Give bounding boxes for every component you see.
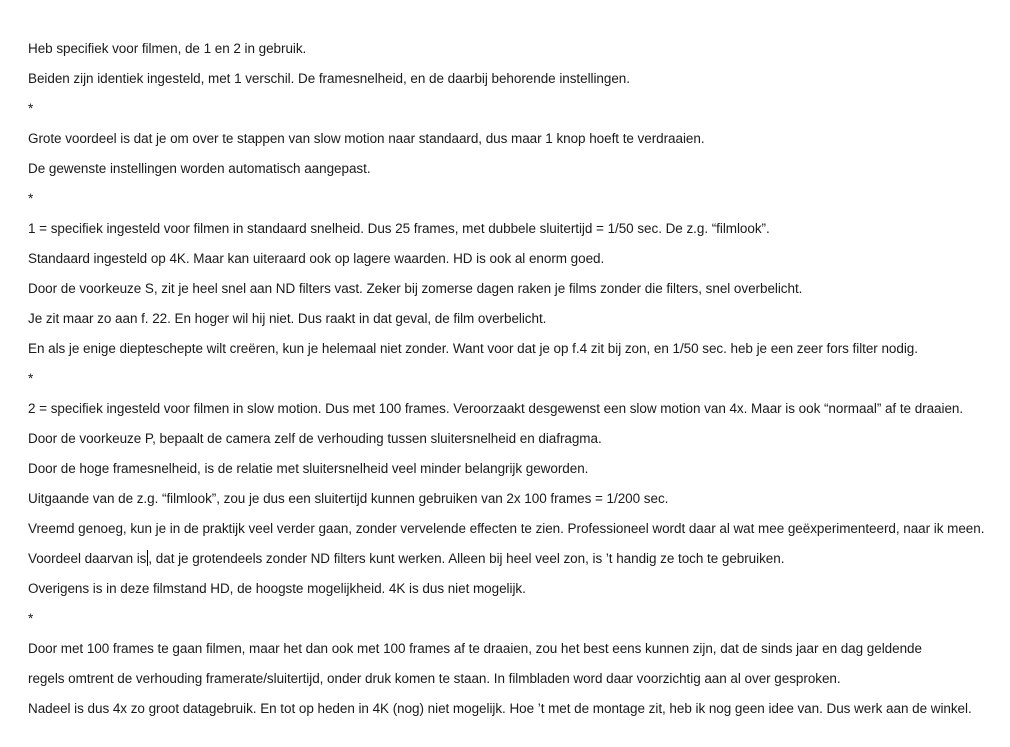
- paragraph-text-before-caret: Voordeel daarvan is: [28, 551, 147, 566]
- paragraph[interactable]: Standaard ingesteld op 4K. Maar kan uiteraard ook op lagere waarden. HD is ook al enorm goed.: [28, 251, 605, 266]
- paragraph[interactable]: De gewenste instellingen worden automatisch aangepast.: [28, 161, 371, 176]
- paragraph[interactable]: Door de voorkeuze S, zit je heel snel aan ND filters vast. Zeker bij zomerse dagen raken je films zonder die filters, snel overbelicht.: [28, 281, 803, 296]
- document-body[interactable]: [28, 40, 1003, 730]
- paragraph[interactable]: Heb specifiek voor filmen, de 1 en 2 in gebruik.: [28, 41, 307, 56]
- paragraph[interactable]: Nadeel is dus 4x zo groot datagebruik. En tot op heden in 4K (nog) niet mogelijk. Hoe ’t met de montage zit, heb ik nog geen idee van. Dus werk aan de winkel.: [28, 701, 972, 716]
- paragraph[interactable]: Door de hoge framesnelheid, is de relatie met sluitersnelheid veel minder belangrijk geworden.: [28, 461, 589, 476]
- paragraph[interactable]: Overigens is in deze filmstand HD, de hoogste mogelijkheid. 4K is dus niet mogelijk.: [28, 581, 526, 596]
- paragraph[interactable]: regels omtrent de verhouding framerate/sluitertijd, onder druk komen te staan. In filmbladen word daar voorzichtig aan al over gesproken.: [28, 671, 841, 686]
- paragraph[interactable]: Beiden zijn identiek ingesteld, met 1 verschil. De framesnelheid, en de daarbij behorende instellingen.: [28, 71, 630, 86]
- separator-asterisk[interactable]: *: [28, 191, 34, 206]
- paragraph[interactable]: Uitgaande van de z.g. “filmlook”, zou je dus een sluitertijd kunnen gebruiken van 2x 100 frames = 1/200 sec.: [28, 491, 669, 506]
- paragraph[interactable]: Door met 100 frames te gaan filmen, maar het dan ook met 100 frames af te draaien, zou het best eens kunnen zijn, dat de sinds jaar en dag geldende: [28, 641, 922, 656]
- paragraph-with-caret[interactable]: [28, 550, 1003, 580]
- paragraph[interactable]: Grote voordeel is dat je om over te stappen van slow motion naar standaard, dus maar 1 knop hoeft te verdraaien.: [28, 131, 705, 146]
- paragraph[interactable]: Door de voorkeuze P, bepaalt de camera zelf de verhouding tussen sluitersnelheid en diafragma.: [28, 431, 602, 446]
- separator-asterisk[interactable]: *: [28, 101, 34, 116]
- separator-asterisk[interactable]: *: [28, 371, 34, 386]
- paragraph[interactable]: Vreemd genoeg, kun je in de praktijk veel verder gaan, zonder vervelende effecten te zien. Professioneel wordt daar al wat mee geëxperimenteerd, naar ik meen.: [28, 521, 985, 536]
- paragraph[interactable]: 1 = specifiek ingesteld voor filmen in standaard snelheid. Dus 25 frames, met dubbele sluitertijd = 1/50 sec. De z.g. “filmlook”.: [28, 221, 770, 236]
- paragraph[interactable]: En als je enige diepteschepte wilt creëren, kun je helemaal niet zonder. Want voor dat je op f.4 zit bij zon, en 1/50 sec. heb je een zeer fors filter nodig.: [28, 341, 918, 356]
- paragraph-text-after-caret: , dat je grotendeels zonder ND filters kunt werken. Alleen bij heel veel zon, is ’t handig ze toch te gebruiken.: [148, 551, 785, 566]
- paragraph[interactable]: Je zit maar zo aan f. 22. En hoger wil hij niet. Dus raakt in dat geval, de film overbelicht.: [28, 311, 547, 326]
- separator-asterisk[interactable]: *: [28, 611, 34, 626]
- paragraph[interactable]: 2 = specifiek ingesteld voor filmen in slow motion. Dus met 100 frames. Veroorzaakt desgewenst een slow motion van 4x. Maar is ook “normaal” af te draaien.: [28, 401, 964, 416]
